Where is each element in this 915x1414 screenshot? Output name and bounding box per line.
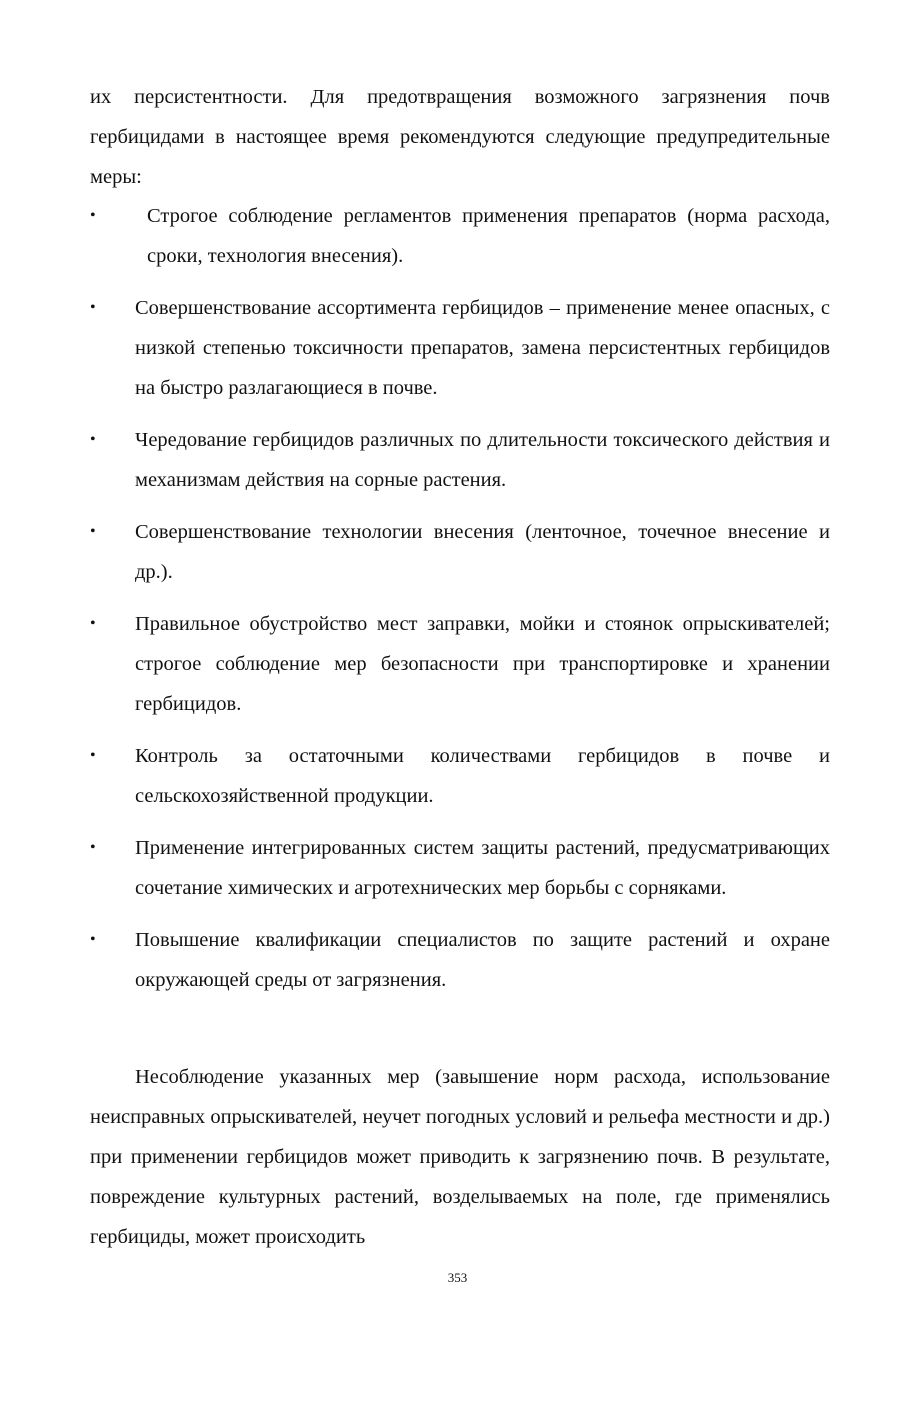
bullet-icon: • (90, 523, 96, 540)
list-item (90, 736, 830, 816)
list-item (90, 288, 830, 408)
bullet-icon: • (90, 615, 96, 632)
list-item-text: Применение интегрированных систем защиты растений, предусматривающих сочетание химических и агротехнических мер борьбы с сорняками. (135, 837, 830, 899)
closing-paragraph: Несоблюдение указанных мер (завышение норм расхода, использование неисправных опрыскивателей, неучет погодных условий и рельефа местности и др.) при применении гербицидов может приводить к загрязнению почв. В результате, повреждение культурных растений, возделываемых на поле, где применялись гербициды, может происходить (90, 1066, 830, 1248)
list-item (90, 828, 830, 908)
bullet-icon: • (90, 839, 96, 856)
list-item (90, 512, 830, 592)
list-item-text: Правильное обустройство мест заправки, мойки и стоянок опрыскивателей; строгое соблюдение мер безопасности при транспортировке и хранении гербицидов. (135, 613, 830, 715)
bullet-icon: • (90, 299, 96, 316)
bullet-icon: • (90, 931, 96, 948)
list-item-text: Чередование гербицидов различных по длительности токсического действия и механизмам действия на сорные растения. (135, 429, 830, 491)
intro-paragraph: их персистентности. Для предотвращения возможного загрязнения почв гербицидами в настоящее время рекомендуются следующие предупредительные меры: (90, 86, 830, 188)
bullet-icon: • (90, 207, 96, 224)
list-item-text: Совершенствование технологии внесения (ленточное, точечное внесение и др.). (135, 521, 830, 583)
bullet-icon: • (90, 431, 96, 448)
page-number: 353 (447, 1270, 468, 1285)
list-item-text: Контроль за остаточными количествами гербицидов в почве и сельскохозяйственной продукции. (135, 745, 830, 807)
list-item (90, 420, 830, 500)
list-item-text: Повышение квалификации специалистов по защите растений и охране окружающей среды от загрязнения. (135, 929, 830, 991)
preventive-measures-list (90, 196, 830, 1012)
list-item-text: Совершенствование ассортимента гербицидов – применение менее опасных, с низкой степенью токсичности препаратов, замена персистентных гербицидов на быстро разлагающиеся в почве. (135, 297, 830, 399)
list-item-text: Строгое соблюдение регламентов применения препаратов (норма расхода, сроки, технология внесения). (147, 205, 830, 267)
list-item (90, 920, 830, 1000)
list-item (90, 604, 830, 724)
list-item (90, 196, 830, 276)
bullet-icon: • (90, 747, 96, 764)
